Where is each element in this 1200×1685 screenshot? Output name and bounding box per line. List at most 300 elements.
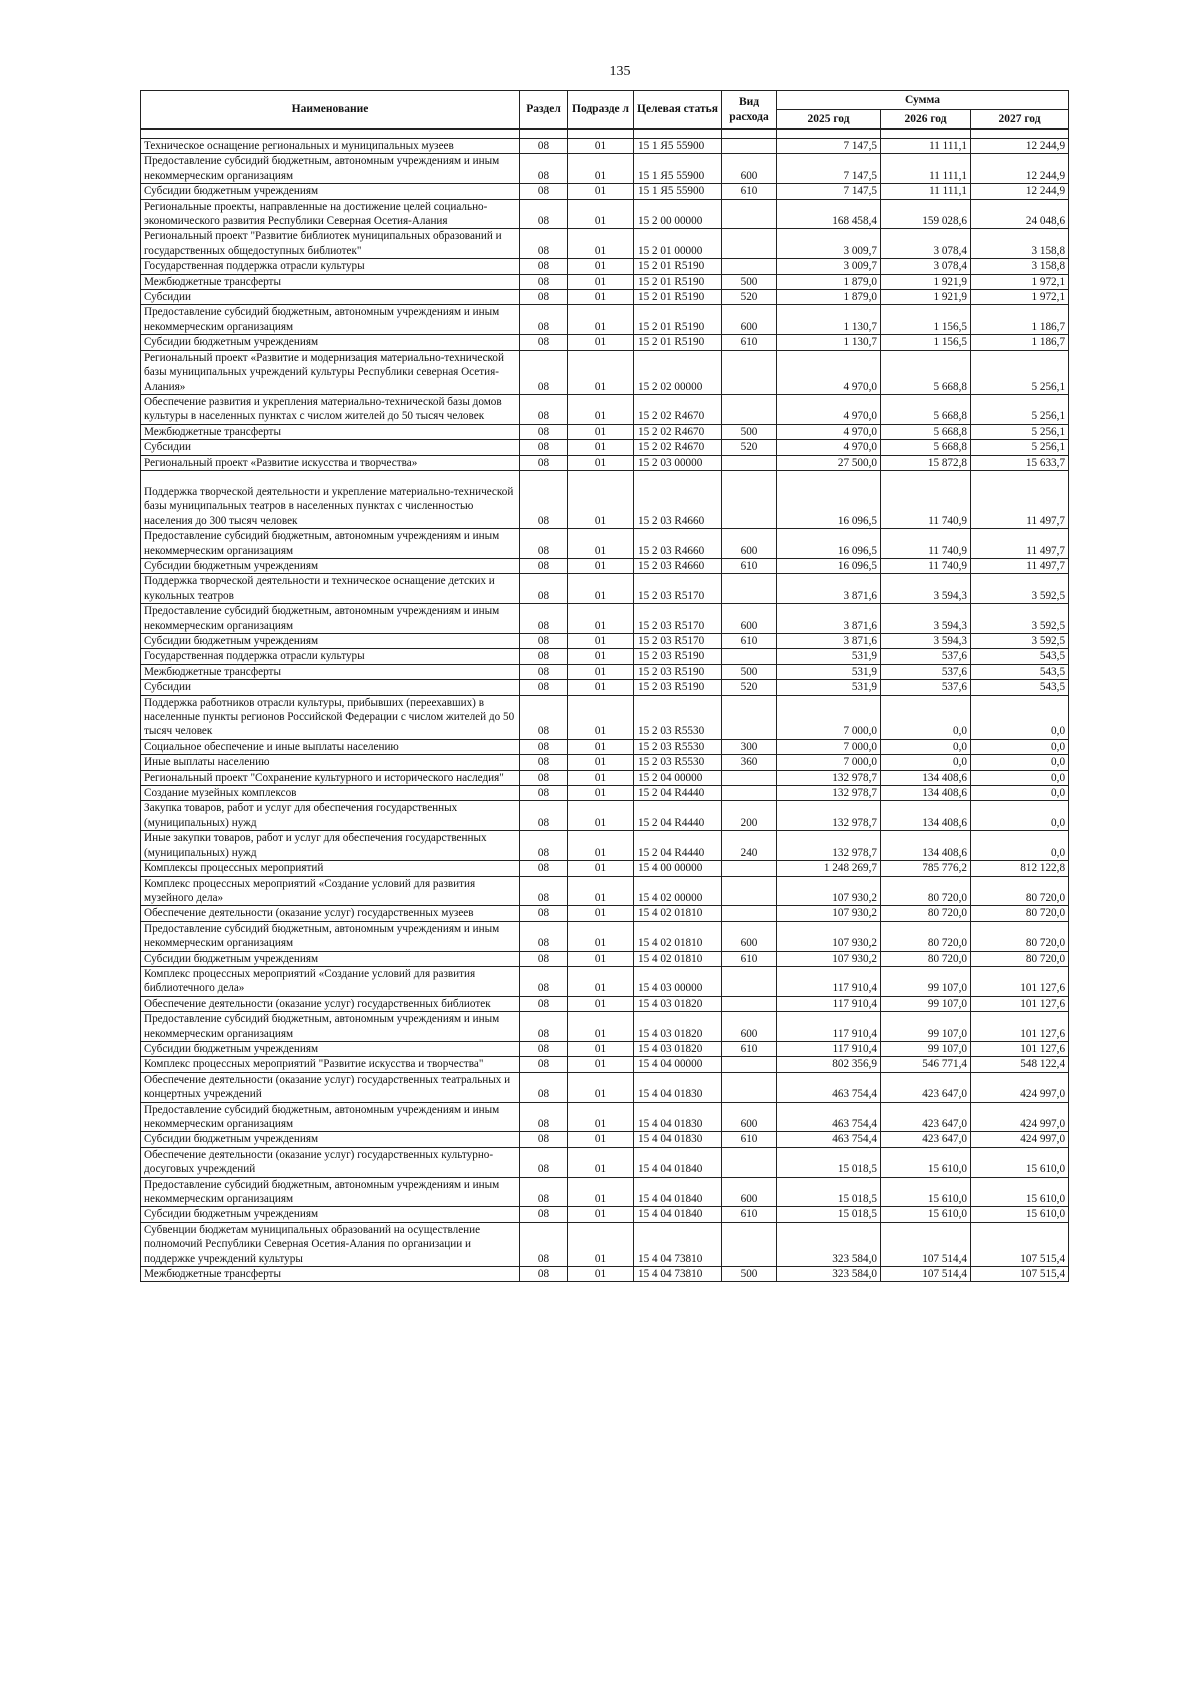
row-section: 08 <box>520 1072 568 1102</box>
row-name: Субсидии бюджетным учреждениям <box>141 951 520 966</box>
row-sum-2025: 117 910,4 <box>777 996 881 1011</box>
row-sum-2025: 531,9 <box>777 649 881 664</box>
row-subsection: 01 <box>568 906 634 921</box>
row-expense-type: 610 <box>722 335 777 350</box>
row-subsection: 01 <box>568 529 634 559</box>
row-section: 08 <box>520 680 568 695</box>
row-target-article: 15 1 Я5 55900 <box>634 184 722 199</box>
row-sum-2025: 531,9 <box>777 680 881 695</box>
row-expense-type <box>722 455 777 470</box>
row-sum-2026: 134 408,6 <box>881 786 971 801</box>
row-expense-type: 360 <box>722 755 777 770</box>
row-sum-2025: 1 879,0 <box>777 274 881 289</box>
row-sum-2025: 3 009,7 <box>777 229 881 259</box>
row-sum-2026: 11 111,1 <box>881 139 971 154</box>
row-expense-type: 600 <box>722 305 777 335</box>
row-section: 08 <box>520 951 568 966</box>
row-sum-2025: 7 000,0 <box>777 695 881 739</box>
row-subsection: 01 <box>568 1012 634 1042</box>
row-subsection: 01 <box>568 695 634 739</box>
row-sum-2027: 15 633,7 <box>971 455 1069 470</box>
row-section: 08 <box>520 906 568 921</box>
row-subsection: 01 <box>568 350 634 394</box>
row-subsection: 01 <box>568 951 634 966</box>
row-name: Предоставление субсидий бюджетным, автономным учреждениям и иным некоммерческим организациям <box>141 305 520 335</box>
row-target-article: 15 4 04 01840 <box>634 1147 722 1177</box>
table-row <box>141 424 1069 439</box>
row-sum-2026: 11 740,9 <box>881 529 971 559</box>
row-sum-2027: 1 972,1 <box>971 290 1069 305</box>
row-sum-2026: 99 107,0 <box>881 996 971 1011</box>
row-section: 08 <box>520 770 568 785</box>
row-expense-type <box>722 574 777 604</box>
row-sum-2027: 424 997,0 <box>971 1102 1069 1132</box>
row-sum-2026: 546 771,4 <box>881 1057 971 1072</box>
row-name: Предоставление субсидий бюджетным, автономным учреждениям и иным некоммерческим организациям <box>141 1012 520 1042</box>
row-target-article: 15 2 04 00000 <box>634 770 722 785</box>
row-subsection: 01 <box>568 739 634 754</box>
row-sum-2026: 159 028,6 <box>881 199 971 229</box>
table-row <box>141 770 1069 785</box>
row-section: 08 <box>520 695 568 739</box>
row-target-article: 15 2 03 R5170 <box>634 574 722 604</box>
row-sum-2026: 423 647,0 <box>881 1072 971 1102</box>
row-sum-2026: 11 111,1 <box>881 184 971 199</box>
row-name: Обеспечение деятельности (оказание услуг) государственных театральных и концертных учреждений <box>141 1072 520 1102</box>
row-subsection: 01 <box>568 470 634 528</box>
table-row <box>141 574 1069 604</box>
row-name: Комплекс процессных мероприятий «Создание условий для развития музейного дела» <box>141 876 520 906</box>
budget-table-container <box>140 90 1068 1282</box>
table-row <box>141 529 1069 559</box>
row-target-article: 15 2 00 00000 <box>634 199 722 229</box>
row-expense-type <box>722 1222 777 1266</box>
row-expense-type <box>722 1147 777 1177</box>
row-section: 08 <box>520 184 568 199</box>
row-expense-type <box>722 1057 777 1072</box>
row-name: Иные выплаты населению <box>141 755 520 770</box>
row-expense-type <box>722 350 777 394</box>
row-sum-2026: 134 408,6 <box>881 801 971 831</box>
row-sum-2025: 1 130,7 <box>777 335 881 350</box>
row-target-article: 15 1 Я5 55900 <box>634 139 722 154</box>
row-name: Предоставление субсидий бюджетным, автономным учреждениям и иным некоммерческим организациям <box>141 1177 520 1207</box>
row-subsection: 01 <box>568 1222 634 1266</box>
row-sum-2027: 3 592,5 <box>971 604 1069 634</box>
row-expense-type: 610 <box>722 1132 777 1147</box>
row-sum-2027: 5 256,1 <box>971 424 1069 439</box>
row-section: 08 <box>520 455 568 470</box>
row-name: Предоставление субсидий бюджетным, автономным учреждениям и иным некоммерческим организациям <box>141 921 520 951</box>
row-sum-2025: 15 018,5 <box>777 1207 881 1222</box>
row-sum-2027: 543,5 <box>971 680 1069 695</box>
row-target-article: 15 4 03 01820 <box>634 1041 722 1056</box>
row-expense-type: 600 <box>722 921 777 951</box>
row-name: Субвенции бюджетам муниципальных образований на осуществление полномочий Республики Северная Осетия-Алания по организации и поддержке учреждений культуры <box>141 1222 520 1266</box>
row-expense-type <box>722 861 777 876</box>
row-sum-2026: 11 111,1 <box>881 154 971 184</box>
row-name: Межбюджетные трансферты <box>141 424 520 439</box>
row-sum-2026: 1 921,9 <box>881 274 971 289</box>
row-section: 08 <box>520 1207 568 1222</box>
table-row <box>141 1041 1069 1056</box>
row-sum-2026: 80 720,0 <box>881 876 971 906</box>
row-section: 08 <box>520 440 568 455</box>
table-row <box>141 335 1069 350</box>
row-subsection: 01 <box>568 1147 634 1177</box>
row-target-article: 15 2 03 R5190 <box>634 664 722 679</box>
row-expense-type <box>722 876 777 906</box>
header-name: Наименование <box>141 91 520 130</box>
row-subsection: 01 <box>568 755 634 770</box>
row-expense-type: 300 <box>722 739 777 754</box>
row-sum-2026: 3 078,4 <box>881 229 971 259</box>
row-sum-2027: 0,0 <box>971 831 1069 861</box>
row-section: 08 <box>520 529 568 559</box>
row-sum-2026: 11 740,9 <box>881 558 971 573</box>
row-sum-2025: 4 970,0 <box>777 440 881 455</box>
row-sum-2027: 80 720,0 <box>971 906 1069 921</box>
row-sum-2026: 3 594,3 <box>881 634 971 649</box>
row-target-article: 15 2 03 R4660 <box>634 470 722 528</box>
table-row <box>141 440 1069 455</box>
row-section: 08 <box>520 801 568 831</box>
header-sum: Сумма <box>777 91 1069 110</box>
row-section: 08 <box>520 394 568 424</box>
table-row <box>141 680 1069 695</box>
row-expense-type: 500 <box>722 424 777 439</box>
row-section: 08 <box>520 350 568 394</box>
row-name: Субсидии бюджетным учреждениям <box>141 1041 520 1056</box>
row-section: 08 <box>520 1041 568 1056</box>
row-subsection: 01 <box>568 1072 634 1102</box>
row-expense-type: 240 <box>722 831 777 861</box>
row-section: 08 <box>520 664 568 679</box>
table-row <box>141 1132 1069 1147</box>
header-year-2025: 2025 год <box>777 110 881 130</box>
row-sum-2025: 132 978,7 <box>777 770 881 785</box>
table-row <box>141 1147 1069 1177</box>
row-subsection: 01 <box>568 290 634 305</box>
row-sum-2026: 537,6 <box>881 680 971 695</box>
row-sum-2025: 107 930,2 <box>777 876 881 906</box>
row-section: 08 <box>520 139 568 154</box>
table-row <box>141 966 1069 996</box>
row-subsection: 01 <box>568 154 634 184</box>
row-subsection: 01 <box>568 634 634 649</box>
row-target-article: 15 2 01 R5190 <box>634 274 722 289</box>
row-name: Региональный проект "Развитие библиотек муниципальных образований и государственных общедоступных библиотек" <box>141 229 520 259</box>
row-sum-2027: 101 127,6 <box>971 1012 1069 1042</box>
table-row <box>141 755 1069 770</box>
row-target-article: 15 4 02 01810 <box>634 906 722 921</box>
table-row <box>141 290 1069 305</box>
table-row <box>141 455 1069 470</box>
row-target-article: 15 2 01 00000 <box>634 229 722 259</box>
row-name: Обеспечение деятельности (оказание услуг) государственных культурно-досуговых учреждений <box>141 1147 520 1177</box>
row-sum-2027: 3 158,8 <box>971 229 1069 259</box>
row-subsection: 01 <box>568 801 634 831</box>
header-subsection: Подразде л <box>568 91 634 130</box>
table-row <box>141 199 1069 229</box>
row-target-article: 15 4 02 01810 <box>634 921 722 951</box>
row-section: 08 <box>520 1267 568 1282</box>
row-sum-2025: 7 147,5 <box>777 184 881 199</box>
row-subsection: 01 <box>568 574 634 604</box>
row-name: Комплекс процессных мероприятий «Создание условий для развития библиотечного дела» <box>141 966 520 996</box>
row-name: Предоставление субсидий бюджетным, автономным учреждениям и иным некоммерческим организациям <box>141 1102 520 1132</box>
table-row <box>141 996 1069 1011</box>
row-target-article: 15 4 03 01820 <box>634 1012 722 1042</box>
row-name: Региональный проект "Сохранение культурного и исторического наследия" <box>141 770 520 785</box>
row-target-article: 15 2 03 R5170 <box>634 634 722 649</box>
row-section: 08 <box>520 424 568 439</box>
row-target-article: 15 2 01 R5190 <box>634 335 722 350</box>
header-section: Раздел <box>520 91 568 130</box>
row-sum-2026: 15 610,0 <box>881 1177 971 1207</box>
row-name: Субсидии бюджетным учреждениям <box>141 634 520 649</box>
row-target-article: 15 2 01 R5190 <box>634 305 722 335</box>
row-expense-type: 600 <box>722 1012 777 1042</box>
table-row <box>141 1012 1069 1042</box>
row-subsection: 01 <box>568 424 634 439</box>
row-subsection: 01 <box>568 229 634 259</box>
row-sum-2026: 3 594,3 <box>881 604 971 634</box>
table-row <box>141 664 1069 679</box>
row-sum-2025: 132 978,7 <box>777 786 881 801</box>
row-sum-2025: 27 500,0 <box>777 455 881 470</box>
row-target-article: 15 2 03 R5530 <box>634 739 722 754</box>
table-row <box>141 274 1069 289</box>
row-sum-2027: 12 244,9 <box>971 139 1069 154</box>
row-target-article: 15 4 02 00000 <box>634 876 722 906</box>
row-sum-2025: 1 248 269,7 <box>777 861 881 876</box>
budget-table <box>140 90 1069 1282</box>
row-sum-2025: 117 910,4 <box>777 1012 881 1042</box>
row-name: Комплекс процессных мероприятий "Развитие искусства и творчества" <box>141 1057 520 1072</box>
row-subsection: 01 <box>568 876 634 906</box>
row-sum-2027: 15 610,0 <box>971 1207 1069 1222</box>
row-target-article: 15 4 04 73810 <box>634 1222 722 1266</box>
row-sum-2026: 15 610,0 <box>881 1207 971 1222</box>
table-row <box>141 154 1069 184</box>
row-sum-2027: 424 997,0 <box>971 1132 1069 1147</box>
row-target-article: 15 4 02 01810 <box>634 951 722 966</box>
row-subsection: 01 <box>568 184 634 199</box>
row-subsection: 01 <box>568 440 634 455</box>
row-expense-type: 520 <box>722 440 777 455</box>
row-sum-2025: 7 147,5 <box>777 154 881 184</box>
row-sum-2027: 812 122,8 <box>971 861 1069 876</box>
table-row <box>141 831 1069 861</box>
row-sum-2027: 11 497,7 <box>971 558 1069 573</box>
row-sum-2026: 80 720,0 <box>881 921 971 951</box>
page-number: 135 <box>609 64 631 79</box>
row-expense-type: 610 <box>722 634 777 649</box>
table-row <box>141 695 1069 739</box>
row-sum-2025: 107 930,2 <box>777 906 881 921</box>
row-subsection: 01 <box>568 1267 634 1282</box>
table-row <box>141 801 1069 831</box>
row-section: 08 <box>520 335 568 350</box>
row-sum-2025: 7 147,5 <box>777 139 881 154</box>
row-sum-2026: 785 776,2 <box>881 861 971 876</box>
row-target-article: 15 4 04 01830 <box>634 1132 722 1147</box>
row-sum-2025: 3 871,6 <box>777 604 881 634</box>
row-name: Обеспечение деятельности (оказание услуг) государственных библиотек <box>141 996 520 1011</box>
row-subsection: 01 <box>568 1177 634 1207</box>
row-subsection: 01 <box>568 199 634 229</box>
row-sum-2025: 463 754,4 <box>777 1132 881 1147</box>
table-row <box>141 558 1069 573</box>
row-sum-2026: 99 107,0 <box>881 1041 971 1056</box>
row-sum-2025: 4 970,0 <box>777 394 881 424</box>
row-name: Субсидии бюджетным учреждениям <box>141 335 520 350</box>
row-sum-2025: 1 879,0 <box>777 290 881 305</box>
row-sum-2026: 134 408,6 <box>881 831 971 861</box>
row-subsection: 01 <box>568 831 634 861</box>
row-sum-2025: 117 910,4 <box>777 966 881 996</box>
row-sum-2027: 12 244,9 <box>971 154 1069 184</box>
row-sum-2026: 107 514,4 <box>881 1222 971 1266</box>
table-row <box>141 1207 1069 1222</box>
row-sum-2026: 0,0 <box>881 695 971 739</box>
row-section: 08 <box>520 921 568 951</box>
table-row <box>141 259 1069 274</box>
row-sum-2027: 101 127,6 <box>971 996 1069 1011</box>
row-sum-2025: 7 000,0 <box>777 739 881 754</box>
row-sum-2027: 24 048,6 <box>971 199 1069 229</box>
row-name: Поддержка творческой деятельности и укрепление материально-технической базы муниципальных театров в населенных пунктах с численностью населения до 300 тысяч человек <box>141 470 520 528</box>
row-sum-2025: 7 000,0 <box>777 755 881 770</box>
row-name: Межбюджетные трансферты <box>141 1267 520 1282</box>
row-target-article: 15 4 04 01840 <box>634 1177 722 1207</box>
row-section: 08 <box>520 1177 568 1207</box>
row-expense-type <box>722 695 777 739</box>
row-sum-2025: 802 356,9 <box>777 1057 881 1072</box>
row-section: 08 <box>520 199 568 229</box>
row-sum-2026: 5 668,8 <box>881 440 971 455</box>
row-expense-type: 600 <box>722 154 777 184</box>
row-sum-2025: 323 584,0 <box>777 1267 881 1282</box>
row-section: 08 <box>520 634 568 649</box>
row-name: Региональный проект «Развитие и модернизация материально-технической базы муниципальных учреждений культуры Республики северная Осетия-Алания» <box>141 350 520 394</box>
row-target-article: 15 2 04 R4440 <box>634 786 722 801</box>
row-sum-2027: 543,5 <box>971 649 1069 664</box>
row-expense-type: 600 <box>722 1102 777 1132</box>
row-section: 08 <box>520 786 568 801</box>
row-subsection: 01 <box>568 604 634 634</box>
row-subsection: 01 <box>568 1207 634 1222</box>
row-sum-2026: 134 408,6 <box>881 770 971 785</box>
table-row <box>141 739 1069 754</box>
table-row <box>141 184 1069 199</box>
row-target-article: 15 2 03 00000 <box>634 455 722 470</box>
row-sum-2026: 0,0 <box>881 755 971 770</box>
header-target-article: Целевая статья <box>634 91 722 130</box>
row-sum-2027: 5 256,1 <box>971 440 1069 455</box>
row-sum-2026: 99 107,0 <box>881 966 971 996</box>
row-name: Комплексы процессных мероприятий <box>141 861 520 876</box>
table-row <box>141 1102 1069 1132</box>
row-sum-2026: 3 078,4 <box>881 259 971 274</box>
row-sum-2026: 15 872,8 <box>881 455 971 470</box>
row-name: Субсидии <box>141 290 520 305</box>
row-subsection: 01 <box>568 455 634 470</box>
row-expense-type <box>722 1072 777 1102</box>
row-sum-2025: 3 009,7 <box>777 259 881 274</box>
row-sum-2025: 3 871,6 <box>777 574 881 604</box>
row-name: Субсидии бюджетным учреждениям <box>141 1207 520 1222</box>
row-sum-2027: 424 997,0 <box>971 1072 1069 1102</box>
table-row <box>141 921 1069 951</box>
row-sum-2026: 11 740,9 <box>881 470 971 528</box>
row-expense-type: 500 <box>722 274 777 289</box>
row-subsection: 01 <box>568 664 634 679</box>
row-sum-2026: 0,0 <box>881 739 971 754</box>
row-sum-2025: 463 754,4 <box>777 1072 881 1102</box>
row-sum-2027: 5 256,1 <box>971 350 1069 394</box>
row-sum-2027: 1 186,7 <box>971 305 1069 335</box>
row-expense-type: 610 <box>722 1041 777 1056</box>
row-target-article: 15 1 Я5 55900 <box>634 154 722 184</box>
row-sum-2027: 0,0 <box>971 786 1069 801</box>
row-expense-type <box>722 770 777 785</box>
row-name: Предоставление субсидий бюджетным, автономным учреждениям и иным некоммерческим организациям <box>141 154 520 184</box>
row-target-article: 15 4 00 00000 <box>634 861 722 876</box>
row-subsection: 01 <box>568 274 634 289</box>
header-spacer-row <box>141 129 1069 139</box>
row-target-article: 15 2 03 R5190 <box>634 649 722 664</box>
row-sum-2025: 16 096,5 <box>777 529 881 559</box>
row-name: Предоставление субсидий бюджетным, автономным учреждениям и иным некоммерческим организациям <box>141 604 520 634</box>
row-name: Поддержка творческой деятельности и техническое оснащение детских и кукольных театров <box>141 574 520 604</box>
row-sum-2027: 107 515,4 <box>971 1267 1069 1282</box>
row-section: 08 <box>520 649 568 664</box>
row-subsection: 01 <box>568 786 634 801</box>
row-subsection: 01 <box>568 305 634 335</box>
row-sum-2026: 1 156,5 <box>881 335 971 350</box>
row-name: Субсидии <box>141 440 520 455</box>
table-row <box>141 350 1069 394</box>
header-expense-type: Вид расхода <box>722 91 777 130</box>
row-sum-2025: 16 096,5 <box>777 558 881 573</box>
row-name: Субсидии <box>141 680 520 695</box>
row-sum-2025: 107 930,2 <box>777 921 881 951</box>
table-header <box>141 91 1069 130</box>
row-sum-2027: 15 610,0 <box>971 1177 1069 1207</box>
row-target-article: 15 4 03 01820 <box>634 996 722 1011</box>
row-target-article: 15 2 03 R5170 <box>634 604 722 634</box>
row-subsection: 01 <box>568 139 634 154</box>
row-section: 08 <box>520 1057 568 1072</box>
table-row <box>141 1267 1069 1282</box>
row-sum-2026: 423 647,0 <box>881 1132 971 1147</box>
row-section: 08 <box>520 755 568 770</box>
row-section: 08 <box>520 305 568 335</box>
row-expense-type: 520 <box>722 290 777 305</box>
table-row <box>141 951 1069 966</box>
row-subsection: 01 <box>568 259 634 274</box>
row-target-article: 15 4 04 01830 <box>634 1072 722 1102</box>
row-sum-2026: 537,6 <box>881 649 971 664</box>
row-section: 08 <box>520 1102 568 1132</box>
row-expense-type: 500 <box>722 664 777 679</box>
row-name: Создание музейных комплексов <box>141 786 520 801</box>
row-sum-2027: 12 244,9 <box>971 184 1069 199</box>
row-expense-type: 520 <box>722 680 777 695</box>
row-subsection: 01 <box>568 558 634 573</box>
